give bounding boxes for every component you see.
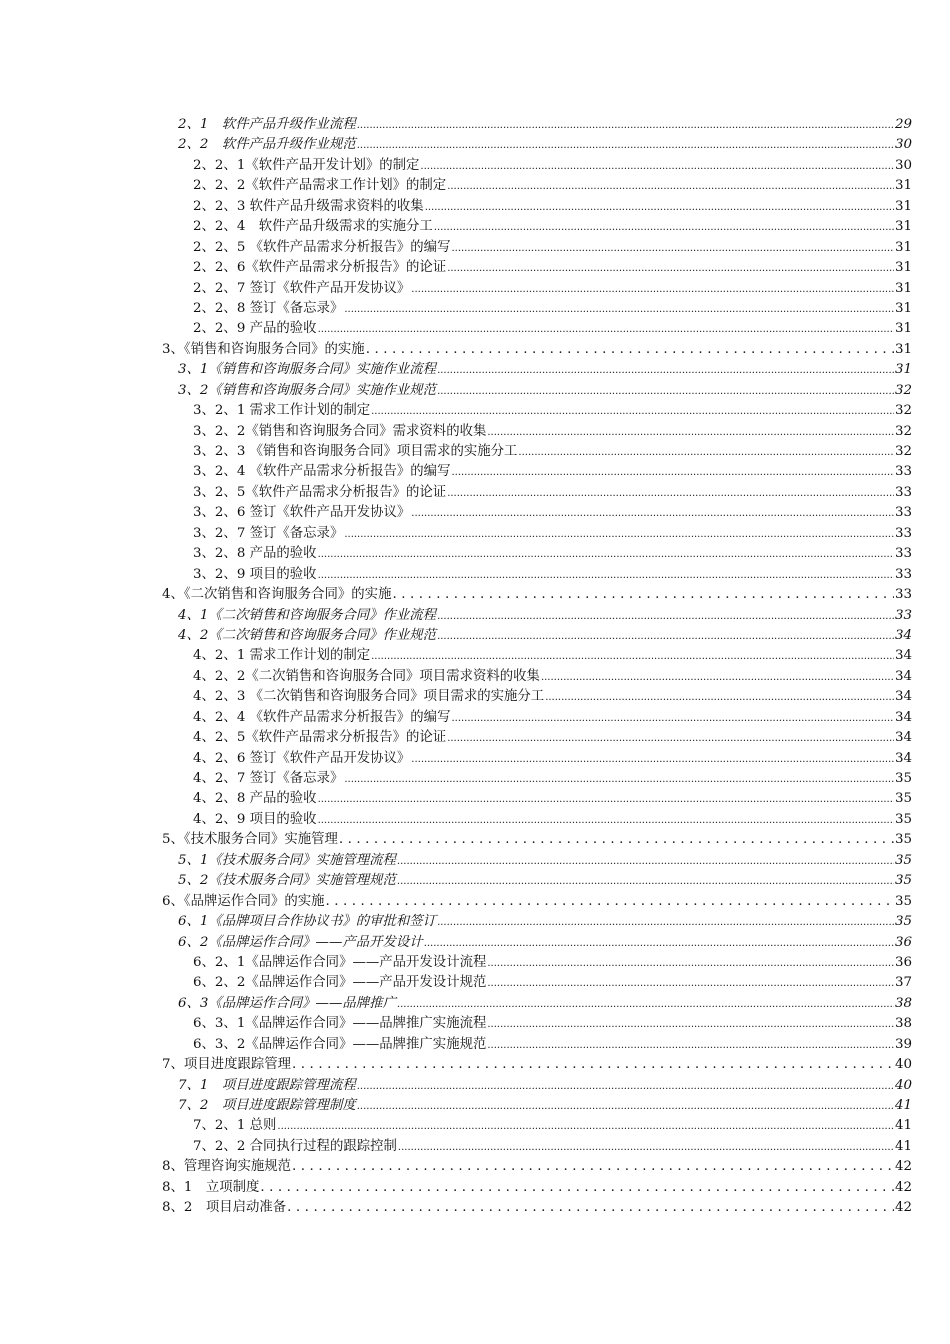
toc-entry[interactable]: [0, 1198, 950, 1218]
toc-page-number: 33: [894, 484, 912, 500]
toc-page-number: 30: [894, 137, 912, 153]
toc-entry-title: 2、2、6《软件产品需求分析报告》的论证: [193, 260, 447, 276]
toc-page-number: 41: [894, 1138, 912, 1154]
toc-entry[interactable]: [0, 687, 950, 707]
toc-entry-title: 4、2、5《软件产品需求分析报告》的论证: [193, 730, 447, 746]
toc-entry-title: 2、2、3 软件产品升级需求资料的收集: [193, 198, 424, 214]
toc-page-number: 31: [894, 280, 912, 296]
dot-leader: [292, 1055, 894, 1075]
toc-page-number: 31: [894, 300, 912, 316]
toc-page-number: 33: [894, 566, 912, 582]
toc-page-number: 33: [894, 525, 912, 541]
dot-leader: [411, 280, 894, 300]
dot-leader: [447, 484, 894, 504]
toc-page-number: 33: [894, 505, 912, 521]
toc-entry[interactable]: [0, 994, 950, 1014]
toc-entry-title: 7、项目进度跟踪管理: [162, 1057, 292, 1073]
toc-entry-title: 5、《技术服务合同》实施管理: [162, 832, 338, 848]
toc-entry-title: 3、2、2《销售和咨询服务合同》需求资料的收集: [193, 423, 487, 439]
toc-page-number: 35: [894, 893, 912, 909]
toc-entry[interactable]: [0, 708, 950, 728]
toc-entry[interactable]: [0, 953, 950, 973]
dot-leader: [437, 361, 894, 381]
dot-leader: [260, 1178, 894, 1198]
toc-entry-title: 3、2、4 《软件产品需求分析报告》的编写: [193, 464, 451, 480]
toc-entry[interactable]: [0, 1096, 950, 1116]
toc-page-number: 42: [894, 1159, 912, 1175]
toc-page-number: 34: [894, 668, 912, 684]
toc-entry-title: 4、1《二次销售和咨询服务合同》作业流程: [178, 607, 437, 623]
toc-page-number: 31: [894, 321, 912, 337]
toc-page-number: 29: [894, 117, 912, 132]
toc-entry-title: 3、1《销售和咨询服务合同》实施作业流程: [178, 362, 437, 378]
dot-leader: [398, 1138, 894, 1158]
toc-entry-title: 4、2、6 签订《软件产品开发协议》: [193, 750, 411, 766]
dot-leader: [397, 995, 894, 1015]
toc-entry[interactable]: [0, 156, 950, 176]
toc-entry-title: 2、2、8 签订《备忘录》: [193, 300, 344, 316]
dot-leader: [420, 157, 894, 177]
dot-leader: [326, 892, 894, 912]
dot-leader: [344, 525, 894, 545]
toc-entry[interactable]: [0, 871, 950, 891]
toc-entry[interactable]: [0, 789, 950, 809]
toc-entry-title: 2、2、2《软件产品需求工作计划》的制定: [193, 178, 447, 194]
toc-entry-title: 4、2、2《二次销售和咨询服务合同》项目需求资料的收集: [193, 668, 540, 684]
dot-leader: [487, 974, 894, 994]
dot-leader: [357, 1097, 894, 1117]
toc-entry[interactable]: [0, 749, 950, 769]
toc-page-number: 32: [894, 423, 912, 439]
dot-leader: [371, 402, 894, 422]
toc-entry[interactable]: [0, 585, 950, 605]
toc-entry-title: 6、2《品牌运作合同》——产品开发设计: [178, 934, 423, 950]
toc-entry-title: 5、1《技术服务合同》实施管理流程: [178, 852, 396, 868]
toc-page-number: 34: [894, 730, 912, 746]
toc-entry-title: 5、2《技术服务合同》实施管理规范: [178, 873, 396, 889]
toc-entry-title: 4、2《二次销售和咨询服务合同》作业规范: [178, 627, 437, 643]
toc-entry-title: 7、1 项目进度跟踪管理流程: [178, 1077, 356, 1093]
toc-entry-title: 2、2、4 软件产品升级需求的实施分工: [193, 219, 433, 235]
toc-entry[interactable]: [0, 1116, 950, 1136]
dot-leader: [437, 627, 894, 647]
toc-page-number: 31: [894, 178, 912, 194]
toc-entry-title: 6、2、2《品牌运作合同》——产品开发设计规范: [193, 975, 487, 991]
dot-leader: [397, 852, 894, 872]
dot-leader: [451, 709, 893, 729]
toc-page-number: 31: [894, 341, 912, 357]
toc-entry[interactable]: [0, 1178, 950, 1198]
toc-entry[interactable]: [0, 279, 950, 299]
toc-page-number: 35: [894, 852, 912, 868]
toc-entry-title: 3、2、1 需求工作计划的制定: [193, 403, 371, 419]
dot-leader: [339, 830, 894, 850]
toc-entry-title: 2、2 软件产品升级作业规范: [178, 137, 356, 153]
toc-page-number: 34: [894, 709, 912, 725]
toc-page-number: 36: [894, 934, 912, 950]
dot-leader: [447, 729, 894, 749]
dot-leader: [447, 259, 894, 279]
toc-page-number: 35: [894, 771, 912, 786]
toc-page-number: 32: [894, 403, 912, 419]
toc-entry-title: 3、2、9 项目的验收: [193, 566, 317, 582]
dot-leader: [287, 1198, 894, 1218]
dot-leader: [545, 688, 894, 708]
dot-leader: [424, 934, 894, 954]
toc-entry-title: 3、2《销售和咨询服务合同》实施作业规范: [178, 382, 437, 398]
toc-page-number: 31: [894, 362, 912, 378]
toc-entry[interactable]: [0, 933, 950, 953]
toc-page-number: 37: [894, 975, 912, 991]
dot-leader: [318, 790, 894, 810]
toc-page-number: 35: [894, 873, 912, 889]
toc-entry[interactable]: [0, 1035, 950, 1055]
toc-page-number: 34: [894, 689, 912, 705]
toc-page-number: 35: [894, 914, 912, 930]
toc-entry-title: 2、2、5 《软件产品需求分析报告》的编写: [193, 239, 451, 255]
toc-entry[interactable]: [0, 892, 950, 912]
toc-entry-title: 8、2 项目启动准备: [162, 1200, 287, 1216]
dot-leader: [487, 423, 894, 443]
toc-entry-title: 6、1《品牌项目合作协议书》的审批和签订: [178, 914, 437, 930]
dot-leader: [411, 504, 894, 524]
toc-entry[interactable]: [0, 973, 950, 993]
dot-leader: [318, 320, 894, 340]
toc-page-number: 30: [894, 157, 912, 173]
dot-leader: [292, 1157, 894, 1177]
dot-leader: [518, 443, 894, 463]
toc-page-number: 35: [894, 791, 912, 807]
toc-entry-title: 3、2、8 产品的验收: [193, 546, 317, 562]
toc-entry-title: 3、2、7 签订《备忘录》: [193, 525, 344, 541]
toc-entry-title: 4、2、4 《软件产品需求分析报告》的编写: [193, 709, 451, 725]
toc-entry[interactable]: [0, 381, 950, 401]
toc-page-number: 31: [894, 198, 912, 214]
dot-leader: [371, 647, 894, 667]
dot-leader: [425, 198, 894, 218]
toc-entry-title: 6、3、2《品牌运作合同》——品牌推广实施规范: [193, 1036, 487, 1052]
dot-leader: [487, 1015, 894, 1035]
toc-entry-title: 3、《销售和咨询服务合同》的实施: [162, 341, 365, 357]
toc-page-number: 42: [894, 1200, 912, 1216]
toc-entry[interactable]: [0, 626, 950, 646]
dot-leader: [357, 136, 894, 156]
toc-entry[interactable]: [0, 401, 950, 421]
dot-leader: [437, 607, 894, 627]
toc-entry-title: 2、2、1《软件产品开发计划》的制定: [193, 157, 420, 173]
toc-entry[interactable]: [0, 830, 950, 850]
dot-leader: [434, 218, 894, 238]
toc-entry[interactable]: [0, 1137, 950, 1157]
toc-page-number: 40: [894, 1057, 912, 1073]
toc-entry[interactable]: [0, 565, 950, 585]
toc-entry[interactable]: [0, 667, 950, 687]
toc-entry[interactable]: [0, 238, 950, 258]
dot-leader: [487, 1036, 894, 1056]
dot-leader: [411, 750, 894, 770]
toc-entry-title: 2、1 软件产品升级作业流程: [178, 117, 356, 132]
toc-entry-title: 6、3、1《品牌运作合同》——品牌推广实施流程: [193, 1016, 487, 1032]
toc-page-number: 38: [894, 995, 912, 1011]
toc-entry-title: 4、2、3 《二次销售和咨询服务合同》项目需求的实施分工: [193, 689, 545, 705]
toc-page-number: 31: [894, 260, 912, 276]
toc-entry-title: 4、2、7 签订《备忘录》: [193, 771, 344, 786]
toc-entry[interactable]: [0, 258, 950, 278]
dot-leader: [487, 954, 894, 974]
toc-entry-title: 4、2、9 项目的验收: [193, 811, 317, 827]
toc-entry[interactable]: [0, 851, 950, 871]
dot-leader: [277, 1117, 894, 1137]
toc-page-number: 34: [894, 648, 912, 664]
toc-entry[interactable]: [0, 340, 950, 360]
toc-page-number: 38: [894, 1016, 912, 1032]
dot-leader: [397, 872, 894, 892]
toc-entry[interactable]: [0, 197, 950, 217]
toc-entry[interactable]: [0, 422, 950, 442]
toc-entry[interactable]: [0, 769, 950, 789]
toc-entry[interactable]: [0, 176, 950, 196]
toc-entry-title: 2、2、7 签订《软件产品开发协议》: [193, 280, 411, 296]
dot-leader: [541, 668, 894, 688]
dot-leader: [318, 566, 894, 586]
toc-entry[interactable]: [0, 1076, 950, 1096]
toc-entry[interactable]: [0, 524, 950, 544]
toc-entry[interactable]: [0, 319, 950, 339]
toc-page-number: 33: [894, 464, 912, 480]
dot-leader: [447, 177, 894, 197]
toc-page-number: 33: [894, 587, 912, 603]
toc-entry[interactable]: [0, 442, 950, 462]
toc-page-number: 32: [894, 444, 912, 459]
toc-entry[interactable]: [0, 115, 950, 135]
toc-entry[interactable]: [0, 503, 950, 523]
toc-page-number: 40: [894, 1077, 912, 1093]
toc-entry[interactable]: [0, 728, 950, 748]
toc-entry-title: 4、《二次销售和咨询服务合同》的实施: [162, 587, 392, 603]
toc-page-number: 41: [894, 1098, 912, 1113]
dot-leader: [366, 340, 894, 360]
toc-entry-title: 6、3《品牌运作合同》——品牌推广: [178, 995, 396, 1011]
table-of-contents: [0, 115, 950, 1219]
toc-entry-title: 8、管理咨询实施规范: [162, 1159, 292, 1175]
dot-leader: [451, 239, 893, 259]
toc-page-number: 36: [894, 954, 912, 970]
toc-entry[interactable]: [0, 544, 950, 564]
toc-page-number: 34: [894, 750, 912, 766]
toc-entry-title: 3、2、6 签订《软件产品开发协议》: [193, 505, 411, 521]
toc-entry-title: 3、2、3 《销售和咨询服务合同》项目需求的实施分工: [193, 444, 518, 459]
toc-entry-title: 7、2 项目进度跟踪管理制度: [178, 1098, 356, 1113]
toc-entry-title: 4、2、8 产品的验收: [193, 791, 317, 807]
toc-entry-title: 7、2、2 合同执行过程的跟踪控制: [193, 1138, 397, 1154]
toc-entry-title: 4、2、1 需求工作计划的制定: [193, 648, 371, 664]
toc-entry[interactable]: [0, 810, 950, 830]
toc-entry[interactable]: [0, 646, 950, 666]
toc-entry-title: 6、2、1《品牌运作合同》——产品开发设计流程: [193, 954, 487, 970]
toc-page-number: 35: [894, 832, 912, 848]
dot-leader: [357, 1077, 894, 1097]
toc-page-number: 35: [894, 811, 912, 827]
toc-page-number: 33: [894, 607, 912, 623]
dot-leader: [437, 913, 894, 933]
toc-entry[interactable]: [0, 1014, 950, 1034]
dot-leader: [357, 116, 894, 136]
toc-entry-title: 8、1 立项制度: [162, 1179, 260, 1195]
toc-entry-title: 3、2、5《软件产品需求分析报告》的论证: [193, 484, 447, 500]
toc-entry-title: 6、《品牌运作合同》的实施: [162, 893, 325, 909]
toc-page-number: 33: [894, 546, 912, 562]
toc-page-number: 41: [894, 1118, 912, 1134]
toc-entry-title: 7、2、1 总则: [193, 1118, 277, 1134]
toc-entry[interactable]: [0, 1157, 950, 1177]
dot-leader: [437, 382, 894, 402]
toc-page-number: 32: [894, 382, 912, 398]
dot-leader: [392, 585, 893, 605]
dot-leader: [344, 770, 894, 790]
dot-leader: [318, 811, 894, 831]
toc-entry[interactable]: [0, 462, 950, 482]
toc-page-number: 42: [894, 1179, 912, 1195]
dot-leader: [318, 545, 894, 565]
toc-page-number: 34: [894, 627, 912, 643]
toc-entry[interactable]: [0, 606, 950, 626]
dot-leader: [344, 300, 894, 320]
toc-entry[interactable]: [0, 135, 950, 155]
toc-entry[interactable]: [0, 217, 950, 237]
toc-entry[interactable]: [0, 360, 950, 380]
toc-page-number: 31: [894, 219, 912, 235]
dot-leader: [451, 463, 893, 483]
toc-entry[interactable]: [0, 483, 950, 503]
toc-entry[interactable]: [0, 912, 950, 932]
toc-entry[interactable]: [0, 1055, 950, 1075]
toc-page-number: 39: [894, 1036, 912, 1052]
toc-page-number: 31: [894, 239, 912, 255]
toc-entry-title: 2、2、9 产品的验收: [193, 321, 317, 337]
toc-entry[interactable]: [0, 299, 950, 319]
